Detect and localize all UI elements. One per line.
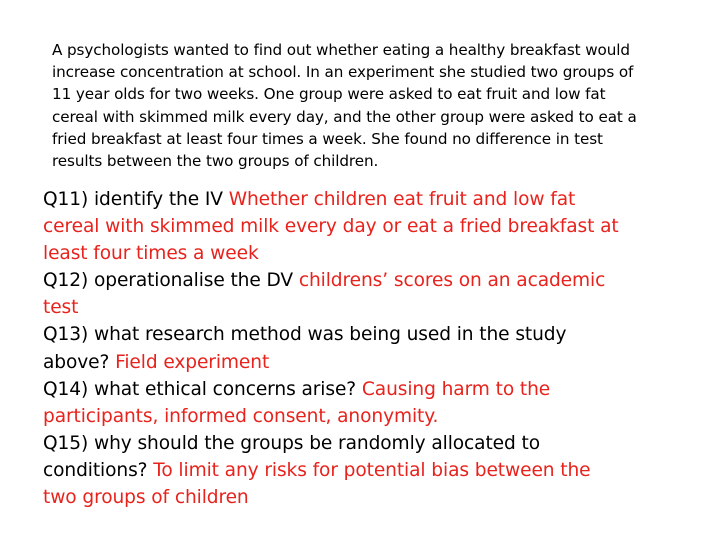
qa-line — [43, 267, 715, 294]
question-text: Q11) identify the IV — [43, 189, 229, 210]
qa-line — [43, 376, 715, 403]
scenario-line: results between the two groups of children. — [52, 152, 379, 171]
qa-line — [43, 349, 715, 376]
question-text: Q13) what research method was being used in the study — [43, 324, 567, 346]
answer-text: childrens’ scores on an academic — [298, 270, 606, 292]
answer-text: To limit any risks for potential bias between the — [153, 459, 591, 481]
qa-line — [43, 294, 715, 321]
answer-text: two groups of children — [43, 487, 249, 509]
qa-line — [43, 403, 715, 430]
question-text: Q12) operationalise the DV — [43, 270, 299, 292]
answer-text: Field experiment — [115, 351, 270, 373]
question-answer-list — [43, 186, 715, 511]
qa-line — [43, 240, 715, 267]
answer-text: participants, informed consent, anonymity. — [43, 405, 439, 427]
scenario-line: A psychologists wanted to find out whether eating a healthy breakfast would — [52, 41, 630, 59]
question-text: above? — [43, 351, 116, 373]
answer-text: least four times a week — [43, 243, 259, 265]
scenario-line: cereal with skimmed milk every day, and the other group were asked to eat a — [52, 107, 637, 126]
scenario-paragraph — [52, 39, 682, 172]
qa-line — [43, 321, 715, 348]
scenario-line: 11 year olds for two weeks. One group were asked to eat fruit and low fat — [52, 85, 606, 104]
answer-text: Whether children eat fruit and low fat — [228, 189, 576, 210]
question-text: conditions? — [43, 459, 154, 481]
qa-line — [43, 213, 715, 240]
question-text: Q14) what ethical concerns arise? — [43, 378, 362, 400]
answer-text: test — [43, 297, 79, 319]
question-text: Q15) why should the groups be randomly allocated to — [43, 432, 540, 454]
scenario-line: fried breakfast at least four times a week. She found no difference in test — [52, 129, 603, 148]
qa-line — [43, 186, 715, 213]
qa-line — [43, 484, 715, 511]
qa-line — [43, 430, 715, 457]
qa-line — [43, 457, 715, 484]
scenario-line: increase concentration at school. In an experiment she studied two groups of — [52, 63, 634, 82]
answer-text: Causing harm to the — [361, 378, 551, 400]
answer-text: cereal with skimmed milk every day or eat a fried breakfast at — [43, 216, 619, 238]
